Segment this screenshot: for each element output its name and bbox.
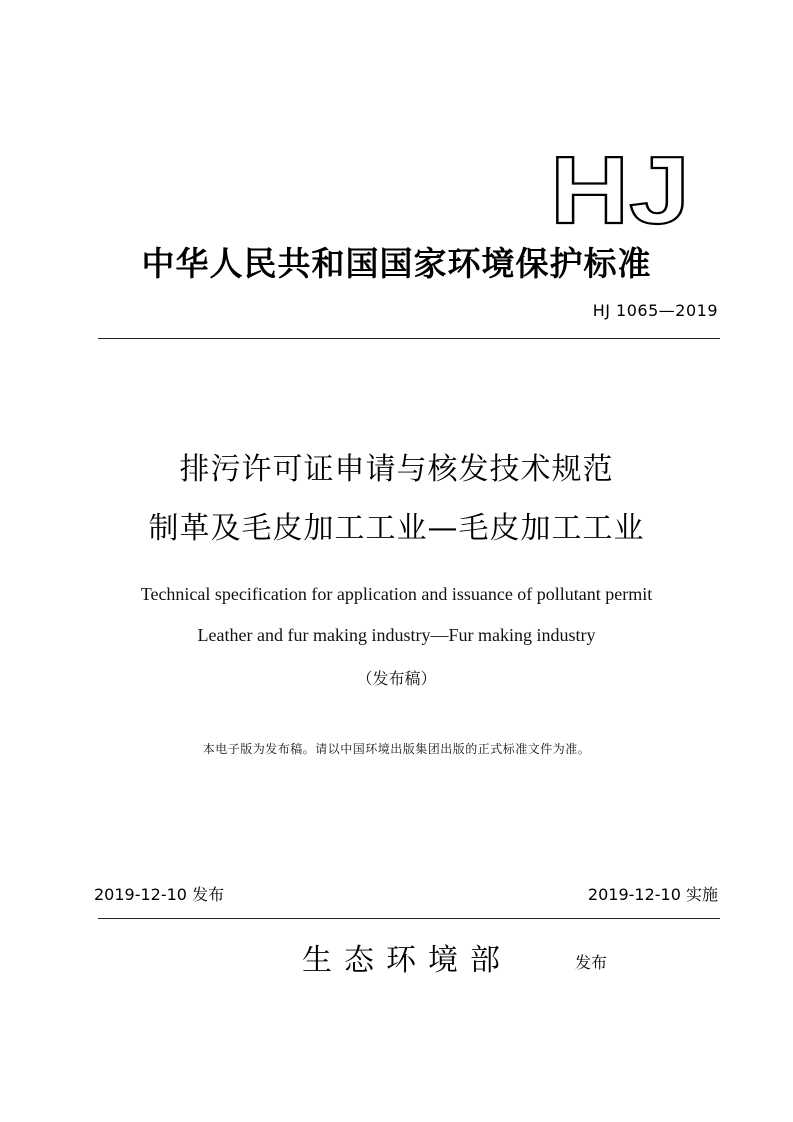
- standard-category: 中华人民共和国国家环境保护标准: [141, 244, 652, 283]
- draft-label: （发布稿）: [356, 669, 437, 688]
- issuer-suffix: 发布: [575, 953, 608, 972]
- issue-date: 2019-12-10 发布: [94, 885, 225, 904]
- issuer-name: 生态环境部: [302, 943, 512, 978]
- title-cn-line1: 排污许可证申请与核发技术规范: [179, 452, 614, 487]
- top-divider: [98, 338, 720, 339]
- title-en-line1: Technical specification for application and issuance of pollutant permit: [140, 584, 653, 604]
- title-cn-line2: 制革及毛皮加工工业—毛皮加工工业: [148, 511, 645, 546]
- standard-code: HJ 1065—2019: [592, 301, 718, 320]
- implementation-date: 2019-12-10 实施: [587, 885, 718, 904]
- hj-logo: [548, 146, 694, 226]
- title-en-line2: Leather and fur making industry—Fur making industry: [197, 625, 596, 645]
- hj-logo-text: HJ: [550, 146, 690, 226]
- bottom-divider: [98, 918, 720, 919]
- notice-text: 本电子版为发布稿。请以中国环境出版集团出版的正式标准文件为准。: [202, 742, 591, 756]
